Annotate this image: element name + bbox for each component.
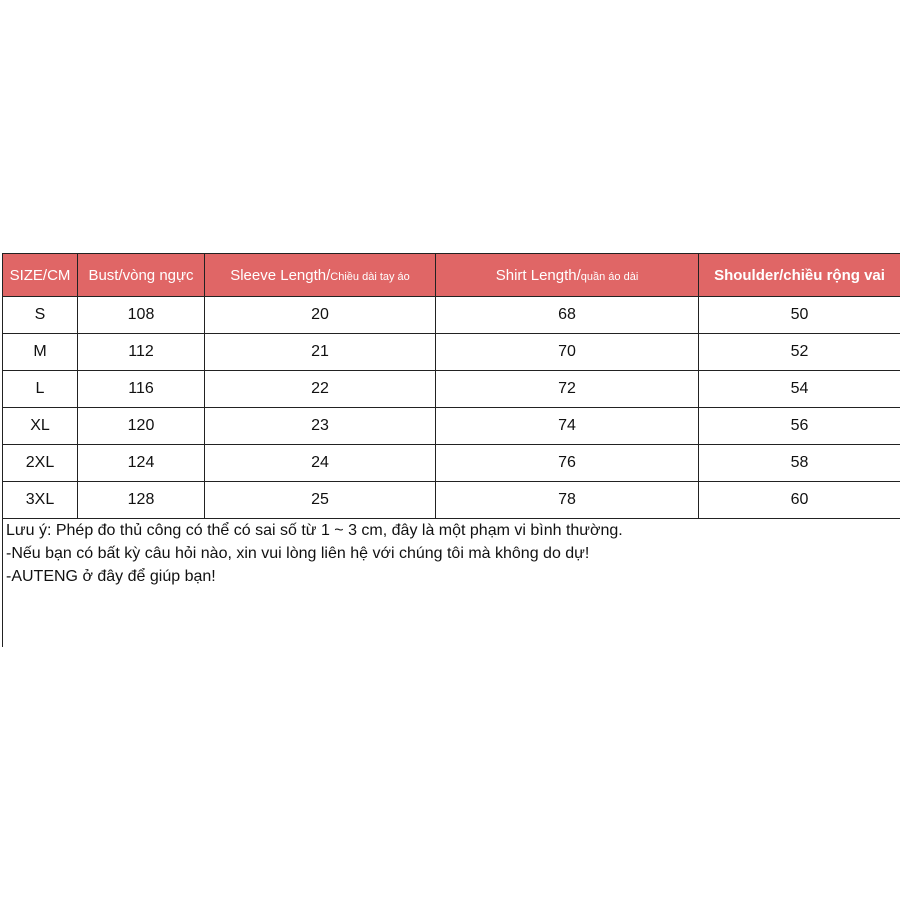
cell-size: L [3,371,78,408]
cell-shirt: 76 [436,445,699,482]
cell-size: M [3,334,78,371]
header-sleeve-main: Sleeve Length/ [230,266,331,284]
size-table [2,253,900,519]
header-bust: Bust/vòng ngực [78,254,205,297]
cell-shirt: 72 [436,371,699,408]
header-sleeve-sub: Chiều dài tay áo [330,270,410,283]
table-row [3,445,900,482]
cell-bust: 120 [78,408,205,445]
header-shirt-sub: quần áo dài [580,270,639,283]
cell-sleeve: 25 [205,482,436,519]
cell-bust: 112 [78,334,205,371]
note-line: Lưu ý: Phép đo thủ công có thể có sai số từ 1 ~ 3 cm, đây là một phạm vi bình thường. [6,522,623,539]
cell-sleeve: 23 [205,408,436,445]
header-size: SIZE/CM [3,254,78,297]
cell-size: 2XL [3,445,78,482]
cell-shoulder: 56 [699,408,900,445]
cell-sleeve: 20 [205,297,436,334]
cell-shirt: 68 [436,297,699,334]
note-line: -Nếu bạn có bất kỳ câu hỏi nào, xin vui lòng liên hệ với chúng tôi mà không do dự! [6,545,590,562]
cell-sleeve: 24 [205,445,436,482]
table-row [3,408,900,445]
cell-size: 3XL [3,482,78,519]
note-line: -AUTENG ở đây để giúp bạn! [6,568,216,585]
table-row [3,334,900,371]
cell-size: XL [3,408,78,445]
table-row [3,482,900,519]
header-row [3,254,900,297]
size-chart [2,253,900,519]
header-sleeve-length [205,254,436,297]
table-row [3,371,900,408]
notes-block [2,519,900,647]
cell-shoulder: 50 [699,297,900,334]
cell-sleeve: 22 [205,371,436,408]
cell-bust: 124 [78,445,205,482]
cell-shirt: 78 [436,482,699,519]
cell-shirt: 74 [436,408,699,445]
table-row [3,297,900,334]
cell-shoulder: 58 [699,445,900,482]
cell-sleeve: 21 [205,334,436,371]
cell-shoulder: 54 [699,371,900,408]
cell-bust: 128 [78,482,205,519]
header-shirt-length [436,254,699,297]
cell-bust: 108 [78,297,205,334]
cell-bust: 116 [78,371,205,408]
cell-shirt: 70 [436,334,699,371]
cell-shoulder: 52 [699,334,900,371]
cell-size: S [3,297,78,334]
header-shirt-main: Shirt Length/ [495,266,581,284]
header-shoulder: Shoulder/chiều rộng vai [699,254,900,297]
cell-shoulder: 60 [699,482,900,519]
